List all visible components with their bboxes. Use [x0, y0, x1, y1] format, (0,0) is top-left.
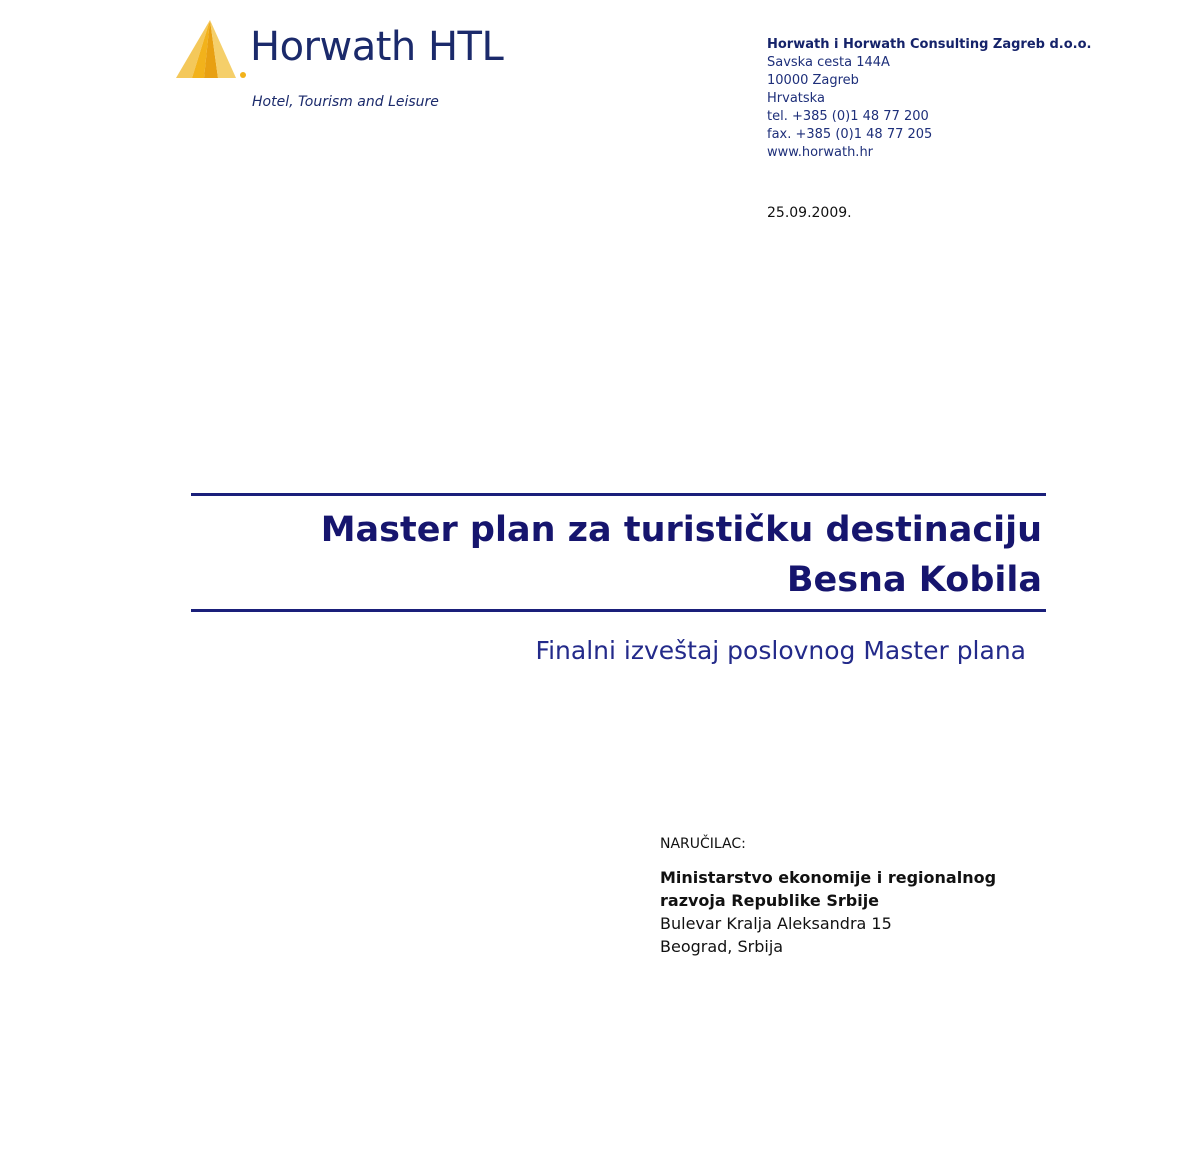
- title-top-rule: [191, 493, 1046, 496]
- horwath-logo: [170, 18, 504, 118]
- company-name: Horwath i Horwath Consulting Zagreb d.o.o.: [767, 37, 1092, 52]
- company-country: Hrvatska: [767, 91, 825, 106]
- company-street: Savska cesta 144A: [767, 55, 890, 70]
- title-bottom-rule: [191, 609, 1046, 612]
- document-subtitle: Finalni izveštaj poslovnog Master plana: [535, 636, 1026, 665]
- logo-tagline: Hotel, Tourism and Leisure: [252, 94, 439, 110]
- document-title: [321, 505, 1042, 605]
- client-org-line-2: razvoja Republike Srbije: [660, 891, 880, 910]
- company-address-block: [767, 36, 1091, 162]
- client-city: Beograd, Srbija: [660, 937, 784, 956]
- client-label: NARUČILAC:: [660, 836, 746, 852]
- client-address: Bulevar Kralja Aleksandra 15: [660, 914, 892, 933]
- company-web: www.horwath.hr: [767, 145, 874, 160]
- document-date: 25.09.2009.: [767, 205, 852, 221]
- company-tel: tel. +385 (0)1 48 77 200: [767, 109, 929, 124]
- client-org-line-1: Ministarstvo ekonomije i regionalnog: [660, 868, 997, 887]
- title-line-1: Master plan za turističku destinaciju: [320, 510, 1042, 550]
- company-fax: fax. +385 (0)1 48 77 205: [767, 127, 933, 142]
- pyramid-logo-icon: [170, 18, 250, 88]
- logo-wordmark: Horwath HTL: [250, 24, 504, 70]
- title-line-2: Besna Kobila: [786, 560, 1042, 600]
- client-block: [660, 836, 996, 958]
- company-city: 10000 Zagreb: [767, 73, 859, 88]
